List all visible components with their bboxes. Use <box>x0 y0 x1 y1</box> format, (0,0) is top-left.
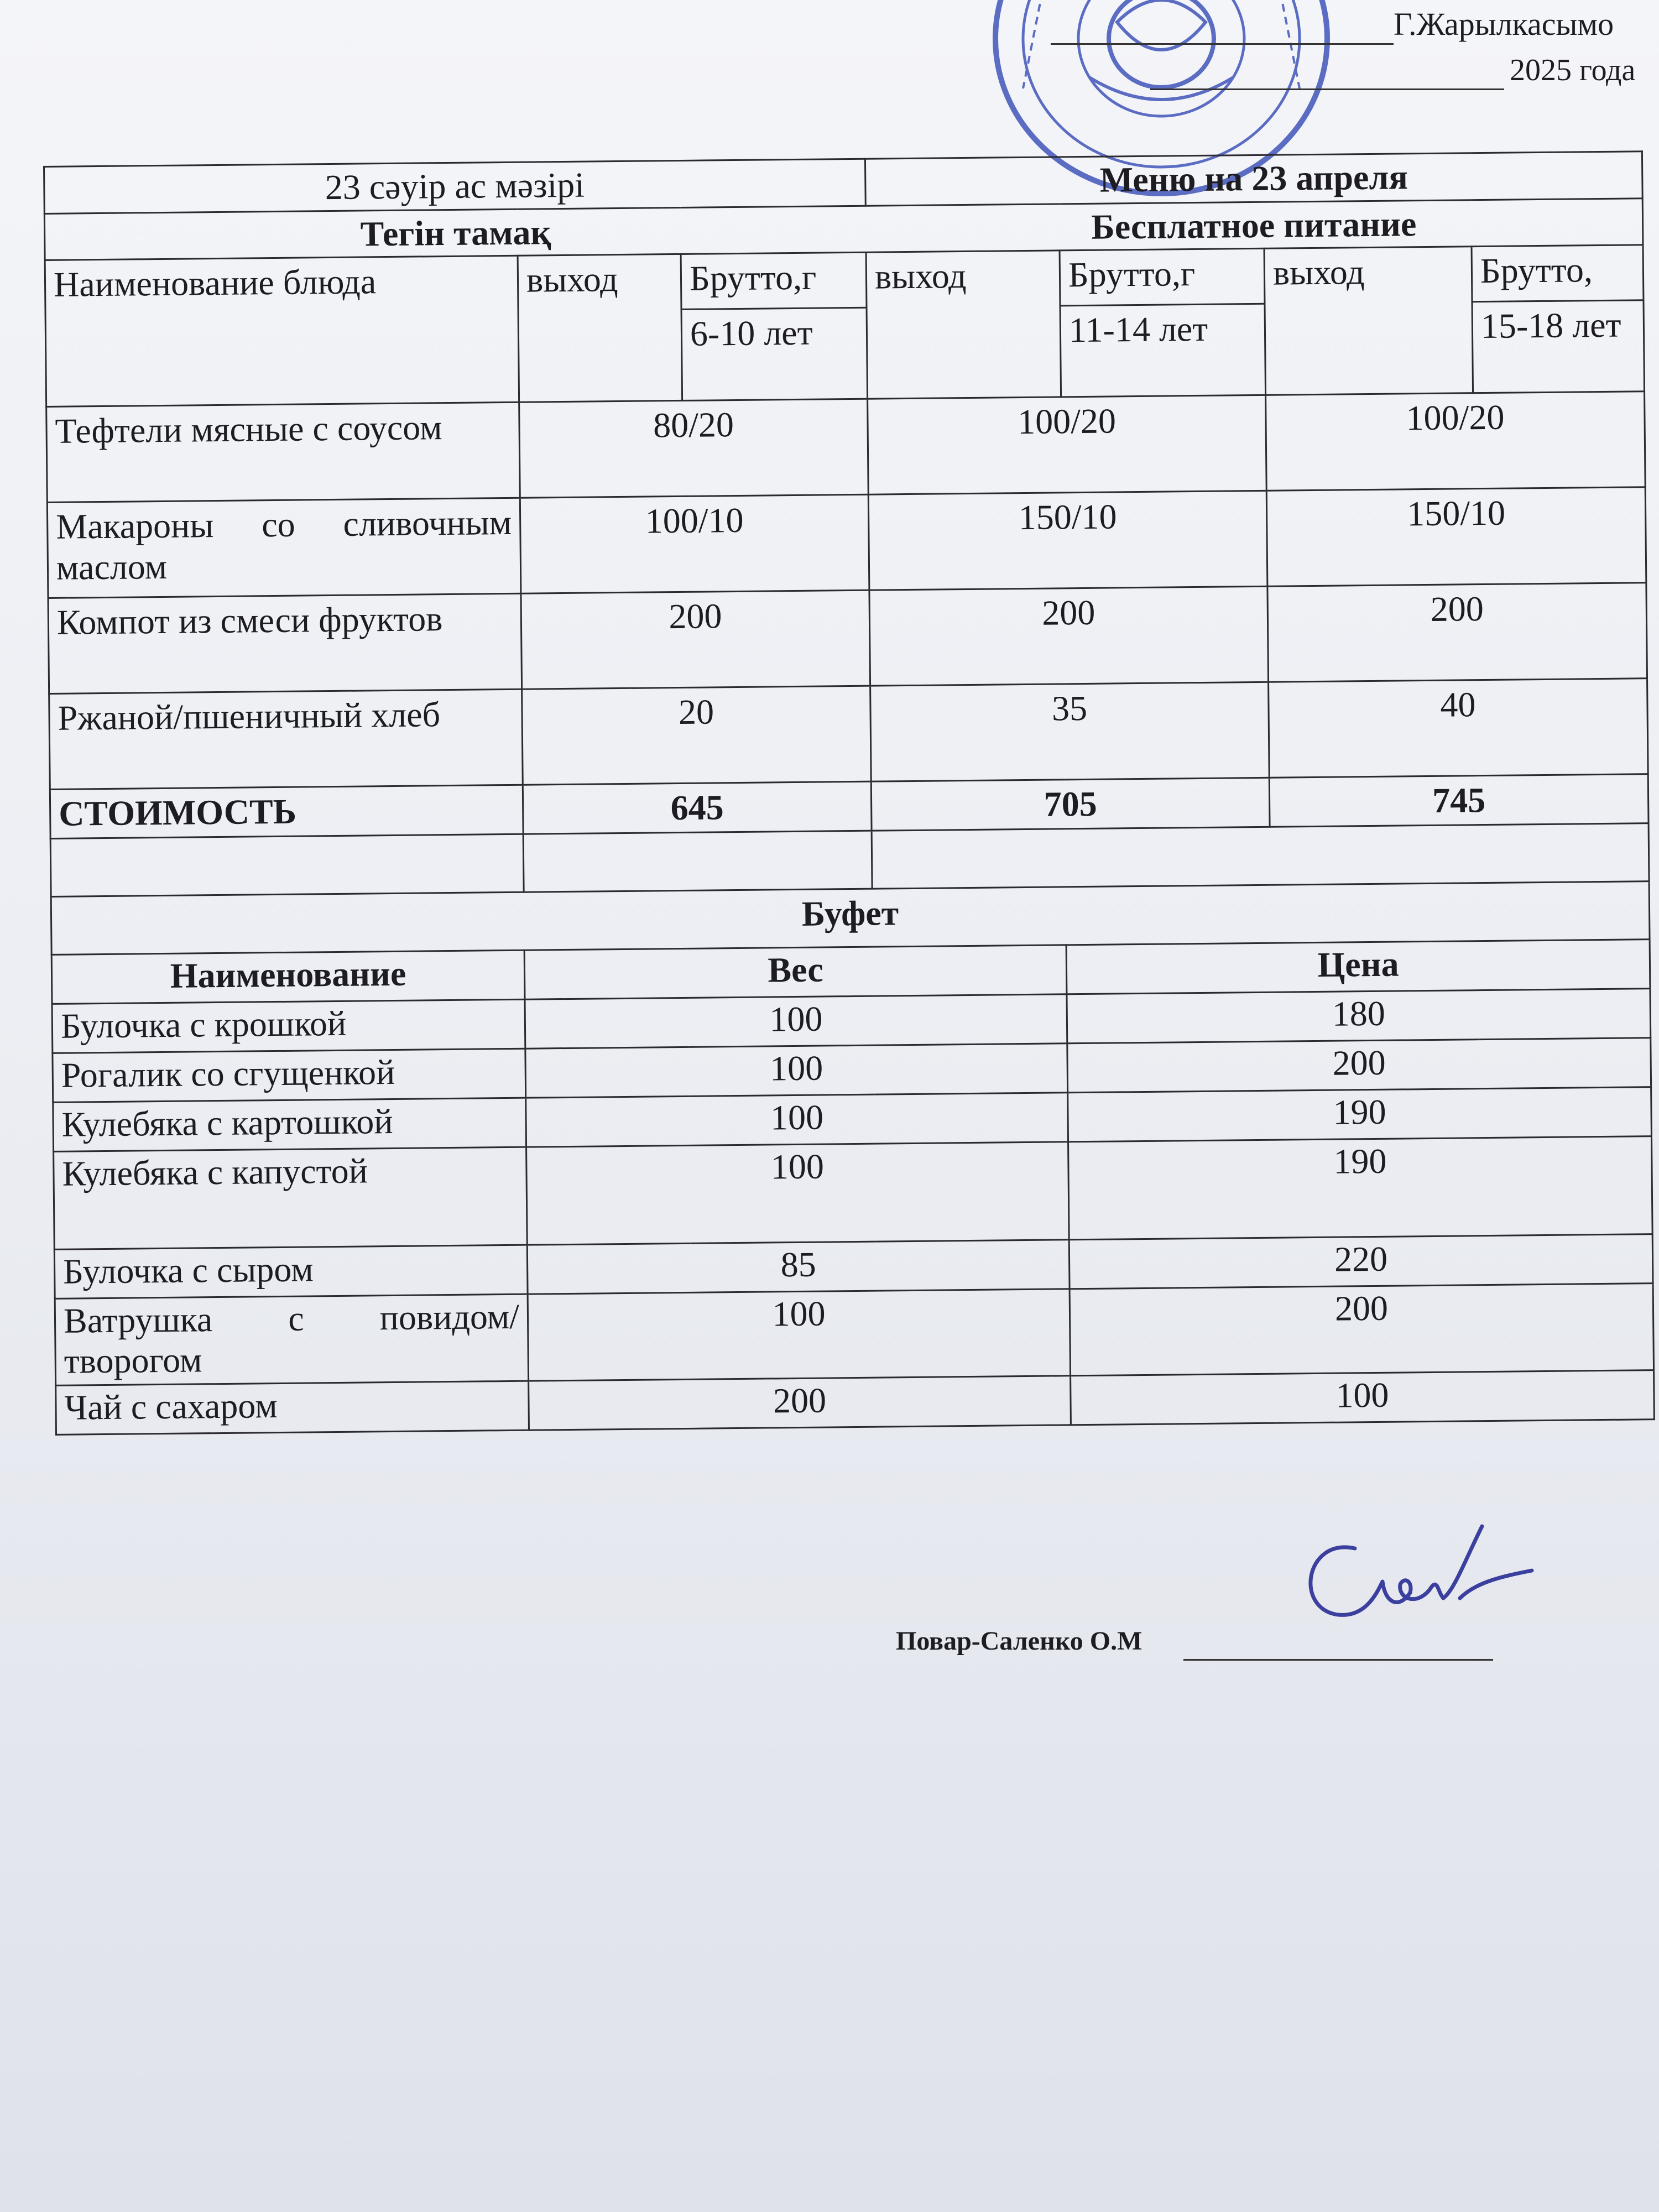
dish-row <box>47 487 1646 598</box>
dish-portion-11-14: 150/10 <box>868 491 1267 590</box>
buffet-item-price: 180 <box>1067 988 1651 1043</box>
dish-row <box>49 679 1648 790</box>
buffet-item-name: Рогалик со сгущенкой <box>53 1048 526 1102</box>
col-output-2: выход <box>866 251 1061 399</box>
approver-name: Г.Жарылкасымо <box>1394 6 1614 42</box>
free-meal-kz: Тегін тамақ <box>44 206 866 260</box>
age-group-1: 6-10 лет <box>681 307 868 400</box>
buffet-item-weight: 100 <box>526 1093 1068 1147</box>
buffet-col-price: Цена <box>1066 939 1650 994</box>
age-group-2: 11-14 лет <box>1060 304 1266 397</box>
buffet-item-price: 190 <box>1068 1087 1652 1141</box>
buffet-item-name: Кулебяка с картошкой <box>53 1098 526 1151</box>
menu-table <box>43 150 1655 1435</box>
buffet-item-name: Чай с сахаром <box>56 1381 529 1434</box>
signature-icon <box>1272 1515 1559 1659</box>
dish-portion-6-10: 200 <box>521 590 870 689</box>
menu-title-kz: 23 сәуір ас мәзірі <box>44 159 866 213</box>
buffet-item-row <box>55 1283 1653 1385</box>
cost-11-14: 705 <box>871 778 1270 831</box>
buffet-item-weight: 85 <box>527 1240 1070 1294</box>
buffet-item-weight: 100 <box>526 1142 1070 1245</box>
buffet-item-price: 200 <box>1067 1037 1651 1092</box>
buffet-col-name: Наименование <box>51 950 525 1004</box>
buffet-item-weight: 200 <box>529 1376 1071 1430</box>
approver-line <box>1051 43 1394 45</box>
dish-row <box>46 392 1646 503</box>
dish-name: Тефтели мясные с соусом <box>46 402 520 502</box>
dish-portion-6-10: 80/20 <box>519 399 869 498</box>
cost-label: СТОИМОСТЬ <box>50 785 523 838</box>
buffet-item-price: 190 <box>1068 1136 1653 1239</box>
buffet-col-weight: Вес <box>524 945 1067 999</box>
col-brutto-3: Брутто, <box>1472 245 1644 302</box>
menu-title-ru: Меню на 23 апреля <box>865 152 1642 206</box>
buffet-item-name: Булочка с сыром <box>54 1245 528 1298</box>
dish-portion-11-14: 100/20 <box>868 395 1267 494</box>
buffet-title: Буфет <box>51 881 1650 954</box>
date-line <box>1150 88 1504 90</box>
dish-name: Макароны со сливочным маслом <box>47 498 521 598</box>
empty-cell <box>523 831 872 892</box>
signature-block <box>896 1604 1515 1670</box>
cook-name: Повар-Саленко О.М <box>896 1626 1142 1656</box>
free-meal-ru: Бесплатное питание <box>865 198 1643 252</box>
buffet-item-weight: 100 <box>525 994 1067 1048</box>
empty-cell <box>872 823 1649 888</box>
cost-6-10: 645 <box>523 781 872 834</box>
dish-portion-11-14: 200 <box>869 586 1269 686</box>
col-brutto-2: Брутто,г <box>1060 248 1265 306</box>
dish-portion-15-18: 150/10 <box>1266 487 1646 587</box>
dish-name: Компот из смеси фруктов <box>48 593 522 693</box>
cost-15-18: 745 <box>1269 774 1648 827</box>
dish-name: Ржаной/пшеничный хлеб <box>49 689 523 789</box>
buffet-item-price: 220 <box>1069 1234 1653 1288</box>
menu-table-container <box>43 150 1653 1435</box>
dish-portion-6-10: 20 <box>522 686 872 785</box>
buffet-item-name: Ватрушка с повидом/творогом <box>55 1294 528 1385</box>
buffet-item-price: 200 <box>1070 1283 1653 1375</box>
buffet-item-weight: 100 <box>525 1044 1068 1098</box>
buffet-item-price: 100 <box>1071 1370 1655 1425</box>
dish-portion-15-18: 40 <box>1269 679 1648 778</box>
dish-row <box>48 583 1647 694</box>
buffet-item-row <box>54 1136 1653 1249</box>
dish-portion-15-18: 100/20 <box>1266 392 1646 491</box>
age-group-3: 15-18 лет <box>1472 300 1645 393</box>
col-dish-name: Наименование блюда <box>45 255 519 406</box>
col-output-1: выход <box>518 254 682 403</box>
col-brutto-1: Брутто,г <box>681 252 867 309</box>
empty-cell <box>50 834 524 896</box>
buffet-item-name: Булочка с крошкой <box>52 999 525 1053</box>
signature-line <box>1183 1659 1493 1661</box>
dish-portion-6-10: 100/10 <box>520 494 869 593</box>
approval-year: 2025 года <box>1510 53 1636 87</box>
dish-portion-15-18: 200 <box>1267 583 1647 682</box>
buffet-item-weight: 100 <box>528 1289 1070 1381</box>
col-output-3: выход <box>1264 247 1473 395</box>
buffet-item-name: Кулебяка с капустой <box>54 1147 528 1249</box>
dish-portion-11-14: 35 <box>870 682 1270 781</box>
